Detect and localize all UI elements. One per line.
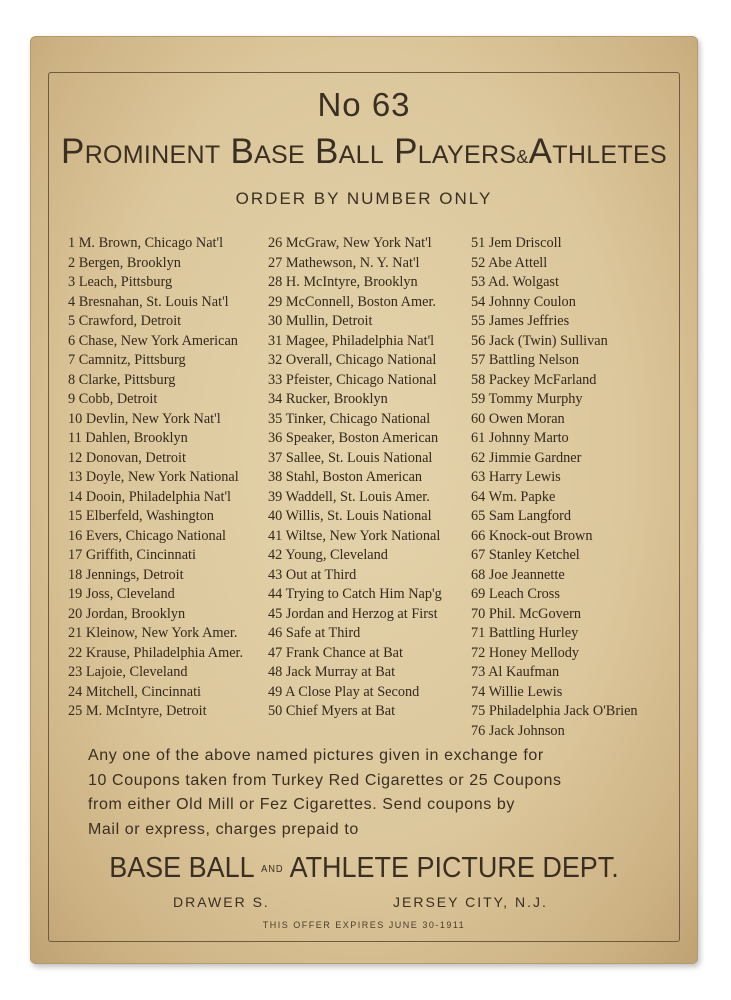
list-item: 48 Jack Murray at Bat [268, 664, 396, 680]
card-number: No 63 [317, 86, 411, 123]
list-item: 67 Stanley Ketchel [471, 547, 580, 563]
list-item: 22 Krause, Philadelphia Amer. [68, 644, 244, 661]
dept-part1: BASE BALL [109, 852, 254, 884]
list-item: 8 Clarke, Pittsburg [68, 371, 176, 388]
list-item: 60 Owen Moran [471, 410, 565, 427]
list-item: 31 Magee, Philadelphia Nat'l [268, 332, 435, 349]
list-item: 2 Bergen, Brooklyn [68, 254, 181, 271]
list-item: 19 Joss, Cleveland [68, 586, 175, 602]
dept-part2: ATHLETE PICTURE DEPT. [289, 852, 619, 884]
list-item: 70 Phil. McGovern [471, 605, 581, 622]
list-item: 3 Leach, Pittsburg [68, 274, 173, 290]
city-address: JERSEY CITY, N.J. [393, 894, 548, 910]
offer-line: Mail or express, charges prepaid to [88, 820, 359, 838]
list-item: 57 Battling Nelson [471, 352, 580, 368]
offer-text [88, 744, 668, 842]
list-item: 13 Doyle, New York National [68, 469, 239, 485]
list-item: 54 Johnny Coulon [471, 293, 576, 310]
list-item: 53 Ad. Wolgast [471, 274, 559, 290]
list-item: 27 Mathewson, N. Y. Nat'l [268, 254, 420, 271]
list-item: 37 Sallee, St. Louis National [268, 449, 433, 466]
list-item: 52 Abe Attell [471, 254, 548, 271]
list-item: 51 Jem Driscoll [471, 235, 562, 251]
list-item: 74 Willie Lewis [471, 683, 563, 700]
list-item: 25 M. McIntyre, Detroit [68, 703, 207, 719]
list-item: 66 Knock-out Brown [471, 527, 593, 544]
list-item: 49 A Close Play at Second [268, 683, 420, 700]
list-item: 58 Packey McFarland [471, 371, 597, 388]
list-item: 28 H. McIntyre, Brooklyn [268, 274, 418, 290]
list-item: 75 Philadelphia Jack O'Brien [471, 703, 638, 719]
list-item: 15 Elberfeld, Washington [68, 508, 214, 524]
list-item: 7 Camnitz, Pittsburg [68, 352, 186, 368]
list-item: 1 M. Brown, Chicago Nat'l [68, 235, 224, 251]
list-item: 6 Chase, New York American [68, 332, 238, 349]
list-item: 50 Chief Myers at Bat [268, 703, 396, 719]
list-item: 11 Dahlen, Brooklyn [68, 430, 188, 446]
list-item: 4 Bresnahan, St. Louis Nat'l [68, 293, 229, 310]
list-item: 9 Cobb, Detroit [68, 391, 158, 407]
list-item: 20 Jordan, Brooklyn [68, 605, 186, 622]
list-item: 71 Battling Hurley [471, 625, 579, 641]
list-item: 39 Waddell, St. Louis Amer. [268, 488, 430, 505]
card-title [30, 132, 698, 172]
player-list-column-3 [471, 234, 638, 741]
offer-expiry: THIS OFFER EXPIRES JUNE 30-1911 [262, 920, 466, 930]
title-part1: Prominent Base Ball Players [61, 132, 517, 171]
list-item: 33 Pfeister, Chicago National [268, 371, 437, 388]
list-item: 18 Jennings, Detroit [68, 566, 184, 583]
list-item: 32 Overall, Chicago National [268, 352, 437, 368]
list-item: 26 McGraw, New York Nat'l [268, 235, 432, 251]
list-item: 62 Jimmie Gardner [471, 449, 582, 466]
drawer-address: DRAWER S. [173, 894, 270, 910]
list-item: 41 Wiltse, New York National [268, 527, 441, 544]
title-ampersand: & [516, 147, 529, 167]
list-item: 65 Sam Langford [471, 508, 572, 524]
list-item: 44 Trying to Catch Him Nap'g [268, 586, 442, 602]
list-item: 72 Honey Mellody [471, 644, 580, 661]
department-name [53, 852, 674, 885]
offer-line: Any one of the above named pictures given in exchange for [88, 747, 544, 764]
list-item: 21 Kleinow, New York Amer. [68, 625, 238, 641]
offer-line: 10 Coupons taken from Turkey Red Cigarettes or 25 Coupons [88, 771, 562, 789]
list-item: 30 Mullin, Detroit [268, 313, 373, 329]
list-item: 34 Rucker, Brooklyn [268, 391, 388, 407]
list-item: 64 Wm. Papke [471, 488, 556, 505]
list-item: 40 Willis, St. Louis National [268, 508, 432, 524]
list-item: 24 Mitchell, Cincinnati [68, 683, 202, 700]
list-item: 5 Crawford, Detroit [68, 313, 182, 329]
list-item: 38 Stahl, Boston American [268, 469, 423, 485]
order-instruction: ORDER BY NUMBER ONLY [235, 189, 493, 208]
list-item: 42 Young, Cleveland [268, 547, 388, 563]
dept-and: AND [261, 863, 284, 875]
list-item: 55 James Jeffries [471, 313, 570, 329]
list-item: 59 Tommy Murphy [471, 391, 583, 407]
list-item: 61 Johnny Marto [471, 430, 569, 446]
list-item: 14 Dooin, Philadelphia Nat'l [68, 488, 231, 505]
list-item: 45 Jordan and Herzog at First [268, 605, 438, 622]
card [30, 36, 698, 964]
list-item: 43 Out at Third [268, 566, 357, 583]
list-item: 36 Speaker, Boston American [268, 430, 439, 446]
list-item: 16 Evers, Chicago National [68, 527, 227, 544]
list-item: 23 Lajoie, Cleveland [68, 664, 188, 680]
list-item: 47 Frank Chance at Bat [268, 644, 403, 661]
title-part2: Athletes [528, 132, 667, 171]
list-item: 63 Harry Lewis [471, 469, 561, 485]
list-item: 10 Devlin, New York Nat'l [68, 410, 221, 427]
list-item: 69 Leach Cross [471, 586, 560, 602]
list-item: 35 Tinker, Chicago National [268, 410, 431, 427]
list-item: 68 Joe Jeannette [471, 566, 565, 583]
list-item: 76 Jack Johnson [471, 722, 565, 739]
offer-line: from either Old Mill or Fez Cigarettes. Send coupons by [88, 796, 515, 813]
player-list-column-2 [268, 234, 442, 722]
list-item: 46 Safe at Third [268, 625, 361, 641]
list-item: 12 Donovan, Detroit [68, 449, 186, 466]
list-item: 29 McConnell, Boston Amer. [268, 293, 436, 310]
list-item: 56 Jack (Twin) Sullivan [471, 332, 608, 349]
player-list-column-1 [68, 234, 243, 722]
list-item: 17 Griffith, Cincinnati [68, 547, 196, 563]
list-item: 73 Al Kaufman [471, 664, 560, 680]
